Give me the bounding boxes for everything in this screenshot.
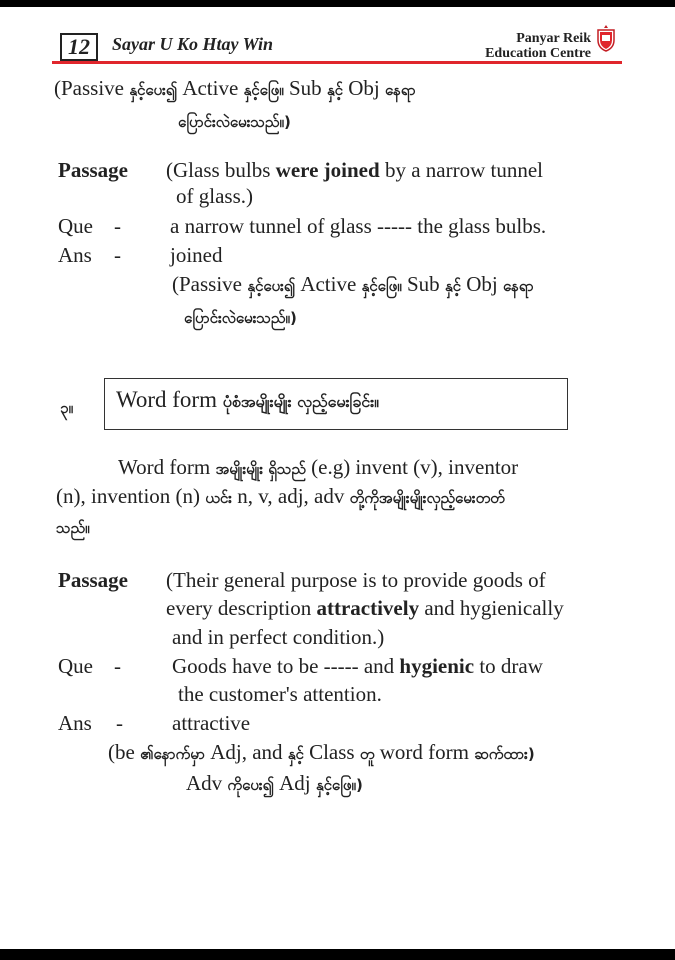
dash: - — [114, 654, 121, 678]
answer-text: joined — [170, 243, 223, 267]
note-line: (Passive နှင့်ပေး၍ Active နှင့်ဖြေ။ Sub နှင့် Obj နေရာ — [54, 76, 416, 100]
page-number: 12 — [60, 33, 98, 61]
question-text: the customer's attention. — [178, 682, 382, 706]
passage-text: (Glass bulbs were joined by a narrow tunnel — [166, 158, 543, 182]
question-label: Que — [58, 214, 93, 238]
passage-label: Passage — [58, 158, 128, 182]
passage-text: of glass.) — [176, 184, 253, 208]
answer-text: attractive — [172, 711, 251, 735]
top-border — [0, 0, 675, 7]
note-line: (be ၏နောက်မှာ Adj, and နှင့် Class တူ word form ဆက်ထား) — [108, 740, 535, 764]
passage-label: Passage — [58, 568, 128, 592]
section-number: ၃။ — [60, 399, 73, 417]
paragraph-line: Word form အမျိုးမျိုး ရှိသည် (e.g) invent (v), inventor — [118, 455, 519, 479]
brand-line-2: Education Centre — [485, 46, 591, 61]
answer-label: Ans — [58, 243, 92, 267]
question-text: Goods have to be ----- and hygienic to draw — [172, 654, 543, 678]
paragraph-line: (n), invention (n) ယင်း n, v, adj, adv တို့ကိုအမျိုးမျိုးလှည့်မေးတတ် — [56, 484, 505, 508]
dash: - — [114, 214, 121, 238]
section-title: Word form ပုံစံအမျိုးမျိုး လှည့်မေးခြင်း။ — [116, 387, 380, 412]
bottom-border — [0, 949, 675, 960]
header-rule — [52, 61, 622, 64]
note-line: (Passive နှင့်ပေး၍ Active နှင့်ဖြေ။ Sub နှင့် Obj နေရာ — [172, 272, 534, 296]
paragraph-line: သည်။ — [56, 519, 90, 537]
passage-text: and in perfect condition.) — [172, 625, 385, 649]
school-crest-icon — [596, 24, 616, 52]
answer-label: Ans — [58, 711, 92, 735]
author-name: Sayar U Ko Htay Win — [112, 34, 274, 54]
passage-text: (Their general purpose is to provide goods of — [166, 568, 546, 592]
dash: - — [116, 711, 123, 735]
passage-text: every description attractively and hygienically — [166, 596, 564, 620]
brand-line-1: Panyar Reik — [516, 31, 591, 46]
brand-name — [485, 31, 591, 61]
note-line: Adv ကိုပေး၍ Adj နှင့်ဖြေ။) — [186, 771, 363, 795]
note-line: ပြောင်းလဲမေးသည်။) — [184, 309, 297, 327]
question-text: a narrow tunnel of glass ----- the glass bulbs. — [170, 214, 547, 238]
question-label: Que — [58, 654, 93, 678]
dash: - — [114, 243, 121, 267]
note-line: ပြောင်းလဲမေးသည်။) — [178, 113, 291, 131]
